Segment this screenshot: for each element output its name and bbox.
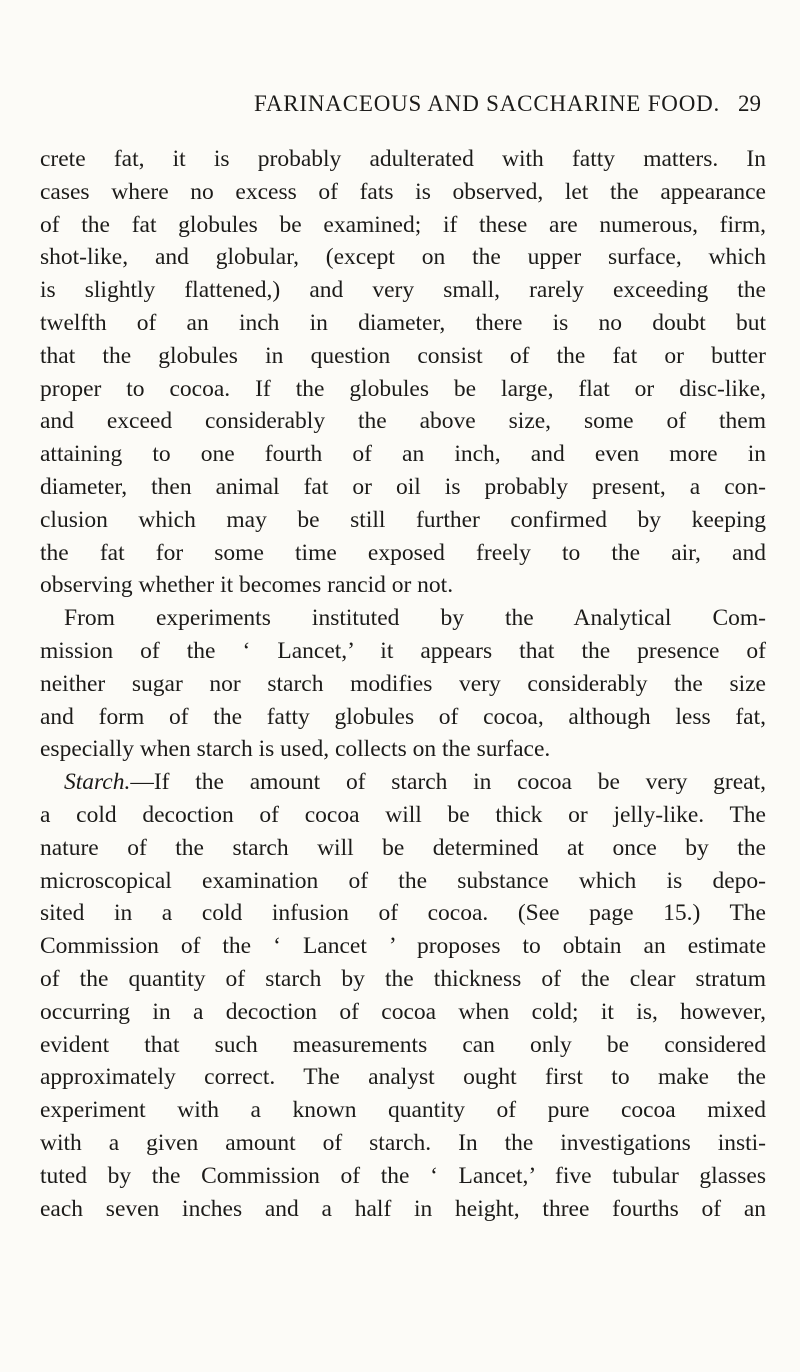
text-line: and exceed considerably the above size, some of them	[40, 408, 766, 435]
text-line: tuted by the Commission of the ‘ Lancet,’ five tubular glasses	[40, 1162, 766, 1189]
running-title: FARINACEOUS AND SACCHARINE FOOD.	[254, 91, 721, 116]
text-line: proper to cocoa. If the globules be large, flat or disc-like,	[40, 375, 766, 402]
text-line: a cold decoction of cocoa will be thick or jelly-like. The	[40, 801, 766, 828]
text-line: experiment with a known quantity of pure cocoa mixed	[40, 1097, 766, 1124]
text-line: especially when starch is used, collects on the surface.	[40, 736, 551, 763]
running-head	[0, 91, 800, 131]
text-line: microscopical examination of the substance which is depo-	[40, 867, 766, 894]
text-line: the fat for some time exposed freely to the air, and	[40, 539, 766, 566]
text-line: crete fat, it is probably adulterated with fatty matters. In	[40, 146, 766, 172]
text-line: From experiments instituted by the Analytical Com-	[64, 605, 766, 632]
text-line: cases where no excess of fats is observed, let the appearance	[40, 178, 766, 205]
body-text	[40, 143, 766, 1225]
text-line: shot-like, and globular, (except on the upper surface, which	[40, 244, 766, 271]
text-line: of the quantity of starch by the thickness of the clear stratum	[40, 965, 766, 992]
text-line: is slightly flattened,) and very small, rarely exceeding the	[40, 277, 766, 304]
text-line: mission of the ‘ Lancet,’ it appears that the presence of	[40, 637, 766, 664]
text-line: Commission of the ‘ Lancet ’ proposes to obtain an estimate	[40, 933, 766, 960]
text-line	[40, 766, 766, 799]
text-line: diameter, then animal fat or oil is probably present, a con-	[40, 473, 766, 500]
text-line: that the globules in question consist of the fat or butter	[40, 342, 766, 369]
text-line: evident that such measurements can only be considered	[40, 1031, 766, 1058]
text-line: approximately correct. The analyst ought first to make the	[40, 1064, 766, 1091]
text-line: occurring in a decoction of cocoa when cold; it is, however,	[40, 998, 766, 1025]
text-line-rest: —If the amount of starch in cocoa be very great,	[130, 769, 766, 796]
text-line: with a given amount of starch. In the investigations insti-	[40, 1129, 766, 1156]
text-line: attaining to one fourth of an inch, and even more in	[40, 441, 766, 468]
text-line: of the fat globules be examined; if these are numerous, firm,	[40, 211, 766, 238]
text-line: neither sugar nor starch modifies very considerably the size	[40, 670, 766, 697]
page-number: 29	[738, 91, 761, 116]
section-heading: Starch.	[64, 769, 131, 796]
text-line: sited in a cold infusion of cocoa. (See page 15.) The	[40, 900, 766, 927]
text-line: twelfth of an inch in diameter, there is no doubt but	[40, 309, 766, 336]
text-line: observing whether it becomes rancid or not.	[40, 572, 454, 599]
text-line: and form of the fatty globules of cocoa, although less fat,	[40, 703, 766, 730]
text-line: clusion which may be still further confirmed by keeping	[40, 506, 766, 533]
text-line: nature of the starch will be determined at once by the	[40, 834, 766, 861]
text-line: each seven inches and a half in height, three fourths of an	[40, 1195, 766, 1222]
